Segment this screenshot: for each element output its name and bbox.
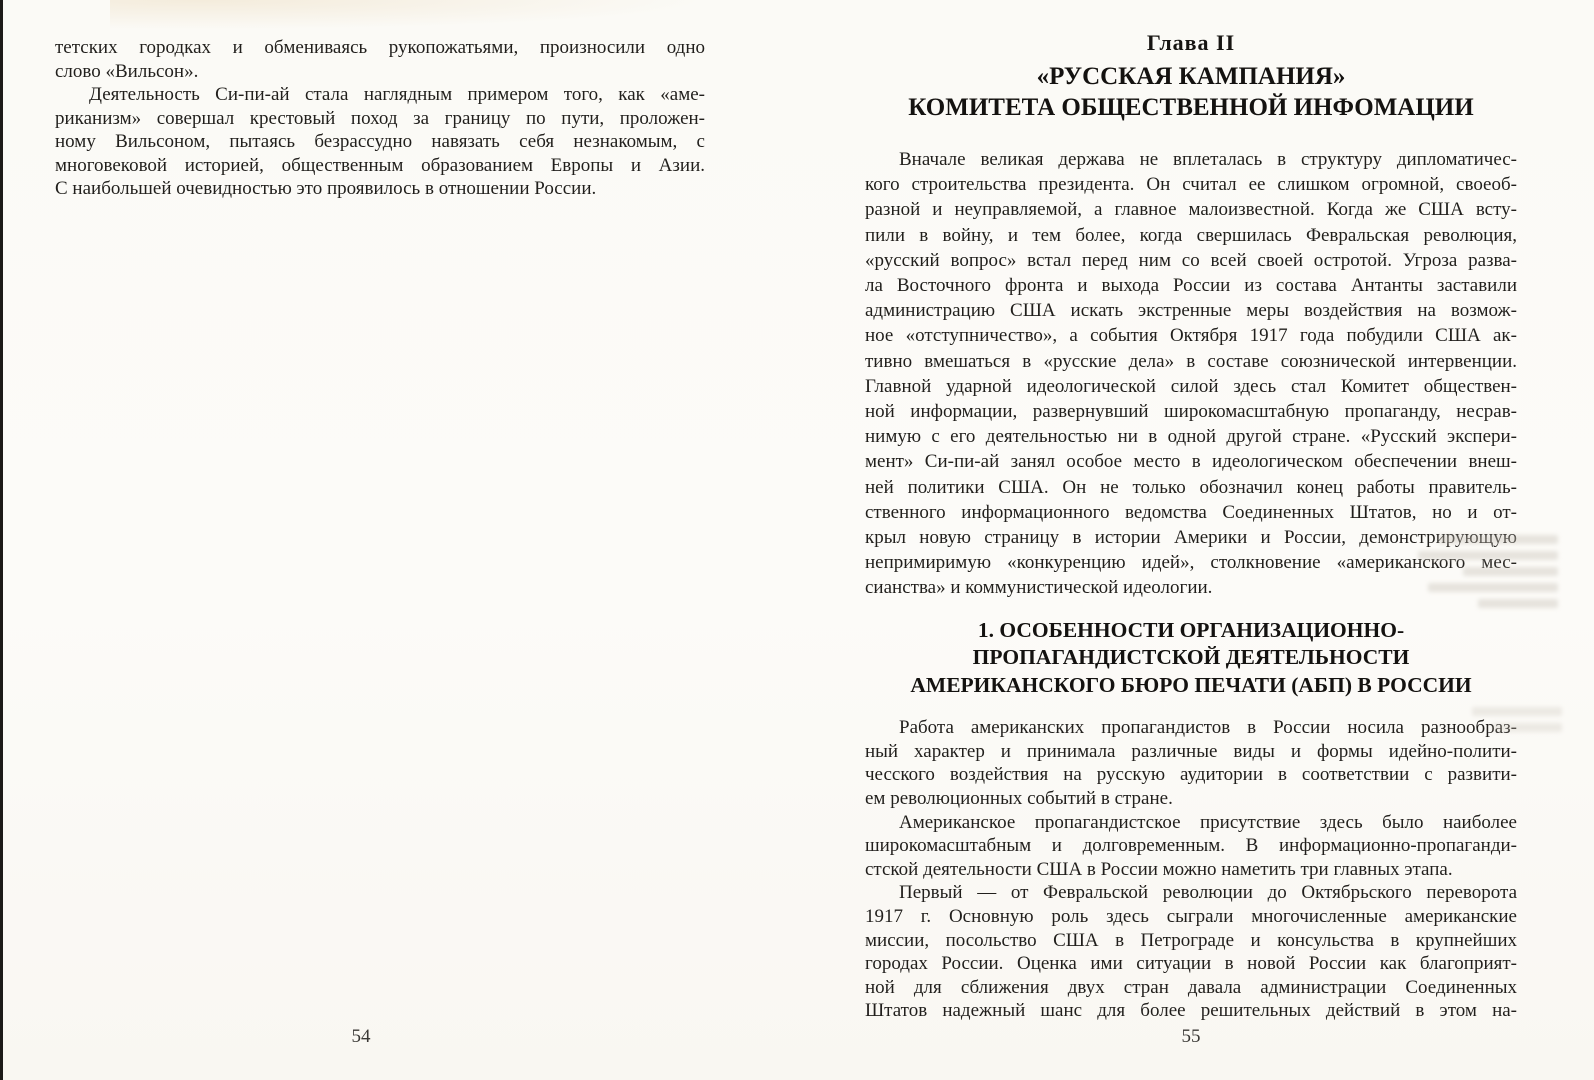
text-line: ной для сближения двух стран давала администрации Соединенных: [865, 976, 1517, 998]
page-number-right: 55: [1181, 1026, 1201, 1047]
text-line: С наибольшей очевидностью это проявилось в отношении России.: [55, 178, 597, 199]
chapter-intro-text: [865, 147, 1517, 601]
text-line: сианства» и коммунистической идеологии.: [865, 577, 1213, 599]
text-line: пили в войну, и тем более, когда свершилась Февральская революция,: [865, 224, 1517, 246]
text-line: широкомасштабным и долговременным. В информационно-пропаганди-: [865, 835, 1517, 857]
section-heading-line: ПРОПАГАНДИСТСКОЙ ДЕЯТЕЛЬНОСТИ: [972, 645, 1410, 670]
text-line: крыл новую страницу в истории Америки и России, демонстрирующую: [865, 527, 1517, 549]
text-line: Работа американских пропагандистов в России носила разнообраз-: [899, 717, 1517, 739]
text-line: нимую с его деятельностью ни в одной другой стране. «Русский экспери-: [865, 426, 1517, 448]
left-page-text: [55, 36, 705, 201]
text-line: «русский вопрос» встал перед ним со всей своей остротой. Угроза разва-: [865, 249, 1517, 271]
paragraph: [865, 716, 1517, 810]
scan-tint: [110, 0, 710, 30]
text-line: ем революционных событий в стране.: [865, 787, 1173, 809]
text-line: ный характер и принимала различные виды и формы идейно-полити-: [865, 740, 1517, 762]
text-line: администрацию США искать экстренные меры воздействия на возмож-: [865, 300, 1517, 322]
paragraph: [865, 881, 1517, 1023]
text-line: ное «отступничество», а события Октября 1917 года побудили США ак-: [865, 325, 1517, 347]
section-heading: [865, 617, 1517, 700]
text-line: мент» Си-пи-ай занял особое место в идеологическом обеспечении внеш-: [865, 451, 1517, 473]
chapter-title: [865, 61, 1517, 123]
text-line: стской деятельности США в России можно наметить три главных этапа.: [865, 858, 1453, 880]
text-line: 1917 г. Основную роль здесь сыграли многочисленные американские: [865, 905, 1517, 927]
paragraph: [865, 811, 1517, 882]
text-line: Американское пропагандистское присутствие здесь было наиболее: [899, 811, 1517, 833]
text-line: ственного информационного ведомства Соединенных Штатов, но и от-: [865, 501, 1517, 523]
text-line: разной и неуправляемой, а главное малоизвестной. Когда же США всту-: [865, 199, 1517, 221]
text-line: слово «Вильсон».: [55, 60, 199, 82]
page-number-left: 54: [351, 1026, 371, 1047]
text-line: Штатов надежный шанс для более решительных действий в этом на-: [865, 1000, 1517, 1022]
paragraph: [865, 147, 1517, 601]
text-line: многовековой историей, общественным образованием Европы и Азии.: [55, 154, 705, 176]
text-line: Вначале великая держава не вплеталась в структуру дипломатичес-: [899, 149, 1517, 170]
text-line: ней политики США. Он не только обозначил конец работы правитель-: [865, 476, 1517, 498]
text-line: ному Вильсоном, пытаясь безрассудно навязать себя незнакомым, с: [55, 131, 705, 152]
right-page: [865, 30, 1517, 1023]
text-line: миссии, посольство США в Петрограде и консульства в крупнейших: [865, 929, 1517, 951]
scan-edge-shadow: [0, 0, 3, 1080]
text-line: Первый — от Февральской революции до Октябрьского переворота: [899, 882, 1517, 904]
text-line: Деятельность Си-пи-ай стала наглядным примером того, как «аме-: [89, 84, 705, 105]
text-line: тивно вмешаться в «русские дела» в составе союзнической интервенции.: [865, 350, 1517, 372]
text-line: тетских городках и обмениваясь рукопожатьями, произносили одно: [55, 37, 705, 58]
text-line: ной информации, развернувший широкомасштабную пропаганду, несрав-: [865, 401, 1517, 423]
chapter-title-line: «РУССКАЯ КАМПАНИЯ»: [1036, 63, 1346, 90]
chapter-label: Глава II: [1146, 30, 1236, 55]
text-line: кого строительства президента. Он считал ее слишком огромной, своеоб-: [865, 174, 1517, 196]
text-line: ла Восточного фронта и выхода России из состава Антанты заставили: [865, 275, 1517, 297]
paragraph: [55, 83, 705, 201]
section-heading-line: 1. ОСОБЕННОСТИ ОРГАНИЗАЦИОННО-: [977, 617, 1405, 642]
chapter-title-line: КОМИТЕТА ОБЩЕСТВЕННОЙ ИНФОМАЦИИ: [908, 94, 1474, 121]
text-line: чесского воздействия на русскую аудитории в соответствии с развити-: [865, 764, 1517, 786]
text-line: городах России. Оценка ими ситуации в новой России как благоприят-: [865, 953, 1517, 975]
text-line: Главной ударной идеологической силой здесь стал Комитет обществен-: [865, 375, 1517, 397]
section-heading-line: АМЕРИКАНСКОГО БЮРО ПЕЧАТИ (АБП) В РОССИИ: [910, 672, 1472, 697]
text-line: непримиримую «конкуренцию идей», столкновение «американского мес-: [865, 552, 1517, 574]
text-line: риканизм» совершал крестовый поход за границу по пути, проложен-: [55, 107, 705, 129]
paragraph: [55, 36, 705, 83]
section-body-text: [865, 716, 1517, 1023]
